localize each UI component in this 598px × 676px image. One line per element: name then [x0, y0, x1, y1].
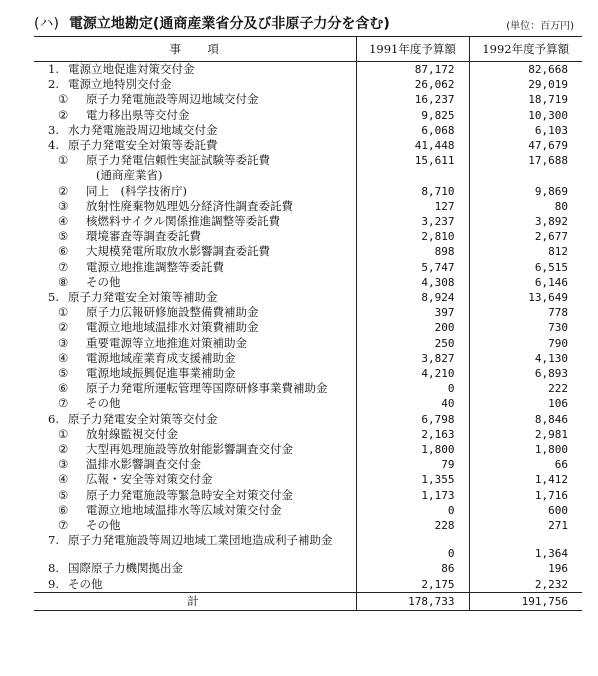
budget-table: [34, 36, 582, 611]
value-1992: 9,869: [534, 184, 568, 198]
value-1991: 127: [356, 199, 469, 214]
table-row: [34, 229, 582, 244]
value-1991: 16,237: [356, 92, 469, 107]
value-1992: 2,232: [534, 577, 568, 591]
row-index: ③: [58, 198, 69, 213]
value-1991: 0: [356, 533, 469, 561]
row-label: [34, 336, 356, 351]
value-1992: 6,146: [534, 275, 568, 289]
value-1991: 86: [356, 561, 469, 576]
row-label: [34, 214, 356, 229]
row-label: [34, 533, 356, 561]
table-row: [34, 381, 582, 396]
row-index: 8.: [48, 561, 59, 576]
row-label: [34, 168, 356, 183]
table-row: [34, 244, 582, 259]
unit-note: (単位：百万円): [506, 21, 574, 32]
value-1992: 1,412: [534, 473, 568, 487]
row-text: 原子力発電信頼性実証試験等委託費: [86, 153, 270, 168]
value-1992: 1,716: [534, 488, 568, 502]
row-index: ④: [58, 350, 69, 365]
row-index: ②: [58, 107, 69, 122]
table-body: [34, 62, 582, 593]
row-label: [34, 138, 356, 153]
value-1991: 8,710: [356, 184, 469, 199]
row-text: 放射線監視交付金: [86, 426, 178, 441]
row-index: ④: [58, 214, 69, 229]
row-text: 電源地域振興促進事業補助金: [86, 366, 236, 381]
row-label: [34, 77, 356, 92]
total-row: [34, 592, 582, 610]
value-1991: 40: [356, 396, 469, 411]
table-row: [34, 472, 582, 487]
value-1992: 3,892: [534, 215, 568, 229]
value-1992: 47,679: [528, 139, 568, 153]
row-text: 電源立地促進対策交付金: [68, 62, 195, 76]
row-label: [34, 153, 356, 168]
row-label: [34, 305, 356, 320]
table-row: [34, 168, 582, 183]
value-1991: 26,062: [356, 77, 469, 92]
table-row: [34, 92, 582, 107]
row-text: 大型再処理施設等放射能影響調査交付金: [86, 442, 293, 457]
row-text: 原子力発電安全対策等補助金: [68, 290, 218, 305]
row-text: 電源立地特別交付金: [68, 77, 172, 92]
value-1991: 79: [356, 457, 469, 472]
value-1992: 80: [554, 199, 568, 213]
row-text: 電源地域産業育成支援補助金: [86, 350, 236, 365]
row-text: 電源立地地域温排水対策費補助金: [86, 320, 259, 335]
value-1991: 6,068: [356, 123, 469, 138]
table-row: [34, 62, 582, 78]
value-1992: 812: [548, 245, 568, 259]
value-1992: 196: [548, 562, 568, 576]
value-1991: 41,448: [356, 138, 469, 153]
value-1991: 1,173: [356, 488, 469, 503]
table-row: [34, 503, 582, 518]
row-label: [34, 290, 356, 305]
value-1991: 0: [356, 503, 469, 518]
row-text: 原子力発電安全対策等交付金: [68, 411, 218, 426]
row-label: [34, 351, 356, 366]
row-label: [34, 503, 356, 518]
row-text: 原子力発電施設等緊急時安全対策交付金: [86, 487, 293, 502]
value-1991: 1,355: [356, 472, 469, 487]
row-text: 電源立地地域温排水等広域対策交付金: [86, 502, 282, 517]
table-row: [34, 184, 582, 199]
value-1991: 2,175: [356, 577, 469, 593]
row-text: (通商産業省): [96, 168, 163, 183]
row-label: [34, 412, 356, 427]
value-1991: 228: [356, 518, 469, 533]
row-label: [34, 396, 356, 411]
row-index: ②: [58, 183, 69, 198]
value-1992: 8,846: [534, 412, 568, 426]
row-index: ①: [58, 426, 69, 441]
row-index: ⑤: [58, 229, 69, 244]
value-1991: 6,798: [356, 412, 469, 427]
value-1992: [469, 168, 582, 183]
row-index: ③: [58, 457, 69, 472]
value-1992: 13,649: [528, 291, 568, 305]
table-row: [34, 561, 582, 576]
row-index: ⑦: [58, 259, 69, 274]
row-index: 2.: [48, 77, 59, 92]
row-text: その他: [86, 518, 121, 533]
value-1991: 0: [356, 381, 469, 396]
table-row: [34, 518, 582, 533]
value-1991: 2,163: [356, 427, 469, 442]
table-row: [34, 275, 582, 290]
column-header-item: 事 項: [34, 37, 356, 62]
table-row: [34, 336, 582, 351]
value-1992: 271: [548, 519, 568, 533]
value-1991: 5,747: [356, 260, 469, 275]
value-1991: 898: [356, 244, 469, 259]
value-1992: 106: [548, 397, 568, 411]
row-label: [34, 123, 356, 138]
row-label: [34, 199, 356, 214]
row-index: ③: [58, 335, 69, 350]
row-label: [34, 472, 356, 487]
value-1992: 29,019: [528, 78, 568, 92]
value-1992: 2,677: [534, 230, 568, 244]
row-index: ①: [58, 153, 69, 168]
column-header-1991: 1991年度予算額: [356, 37, 469, 62]
value-1992: 18,719: [528, 93, 568, 107]
table-row: [34, 427, 582, 442]
total-1992: 191,756: [469, 592, 582, 610]
row-label: [34, 244, 356, 259]
value-1991: 397: [356, 305, 469, 320]
row-label: [34, 488, 356, 503]
row-index: ⑤: [58, 487, 69, 502]
row-index: ⑥: [58, 381, 69, 396]
table-row: [34, 290, 582, 305]
row-index: 1.: [48, 62, 59, 76]
row-label: [34, 577, 356, 593]
value-1992: 17,688: [528, 154, 568, 168]
row-label: [34, 366, 356, 381]
table-row: [34, 396, 582, 411]
row-text: 原子力発電所運転管理等国際研修事業費補助金: [86, 381, 328, 396]
row-index: 3.: [48, 122, 59, 137]
total-label: 計: [34, 592, 356, 610]
value-1991: 200: [356, 320, 469, 335]
row-index: ①: [58, 305, 69, 320]
row-text: 原子力広報研修施設整備費補助金: [86, 305, 259, 320]
table-row: [34, 77, 582, 92]
value-1992: 1,364: [534, 547, 568, 561]
row-label: [34, 260, 356, 275]
row-text: 同上 (科学技術庁): [86, 183, 187, 198]
row-index: ①: [58, 92, 69, 107]
value-1991: 8,924: [356, 290, 469, 305]
table-row: [34, 366, 582, 381]
table-row: [34, 320, 582, 335]
row-text: 電力移出県等交付金: [86, 107, 190, 122]
value-1992: 222: [548, 382, 568, 396]
value-1992: 6,515: [534, 260, 568, 274]
value-1992: 1,800: [534, 443, 568, 457]
value-1991: 250: [356, 336, 469, 351]
row-index: ②: [58, 320, 69, 335]
row-text: 広報・安全等対策交付金: [86, 472, 213, 487]
value-1991: 87,172: [356, 62, 469, 78]
table-row: [34, 153, 582, 168]
value-1991: 4,308: [356, 275, 469, 290]
row-label: [34, 275, 356, 290]
row-index: ④: [58, 472, 69, 487]
table-row: [34, 488, 582, 503]
value-1991: 2,810: [356, 229, 469, 244]
value-1992: 82,668: [528, 63, 568, 76]
row-index: ②: [58, 442, 69, 457]
row-text: 重要電源等立地推進対策補助金: [86, 335, 247, 350]
table-row: [34, 123, 582, 138]
table-row: [34, 457, 582, 472]
row-text: その他: [68, 576, 103, 591]
value-1992: 600: [548, 503, 568, 517]
value-1992: 778: [548, 306, 568, 320]
row-index: ⑧: [58, 274, 69, 289]
table-row: [34, 138, 582, 153]
section-number: (ハ): [34, 16, 59, 32]
row-index: 6.: [48, 411, 59, 426]
row-index: 5.: [48, 290, 59, 305]
value-1992: 10,300: [528, 108, 568, 122]
column-header-1992: 1992年度予算額: [469, 37, 582, 62]
row-text: 電源立地推進調整等委託費: [86, 259, 224, 274]
row-index: ⑦: [58, 396, 69, 411]
row-text: 核燃料サイクル関係推進調整等委託費: [86, 214, 281, 229]
row-index: 4.: [48, 138, 59, 153]
value-1992: 6,893: [534, 367, 568, 381]
table-header-row: [34, 37, 582, 62]
row-text: その他: [86, 274, 121, 289]
table-row: [34, 305, 582, 320]
value-1992: 66: [554, 458, 568, 472]
table-row: [34, 412, 582, 427]
value-1991: 9,825: [356, 108, 469, 123]
row-text: その他: [86, 396, 121, 411]
value-1991: 1,800: [356, 442, 469, 457]
row-index: 9.: [48, 576, 59, 591]
row-index: ⑦: [58, 518, 69, 533]
table-row: [34, 351, 582, 366]
row-label: [34, 108, 356, 123]
row-label: [34, 427, 356, 442]
row-label: [34, 457, 356, 472]
value-1992: 4,130: [534, 351, 568, 365]
value-1991: [356, 168, 469, 183]
value-1992: 730: [548, 321, 568, 335]
row-index: 7.: [48, 533, 59, 548]
row-text: 国際原子力機関拠出金: [68, 561, 183, 576]
row-label: [34, 518, 356, 533]
table-row: [34, 260, 582, 275]
row-index: ⑤: [58, 366, 69, 381]
row-index: ⑥: [58, 502, 69, 517]
table-row: [34, 214, 582, 229]
value-1991: 3,827: [356, 351, 469, 366]
value-1991: 15,611: [356, 153, 469, 168]
table-title: [34, 13, 390, 33]
row-text: 原子力発電安全対策等委託費: [68, 138, 218, 153]
row-index: ⑥: [58, 244, 69, 259]
value-1992: 2,981: [534, 427, 568, 441]
row-text: 水力発電施設周辺地域交付金: [68, 122, 218, 137]
row-text: 温排水影響調査交付金: [86, 457, 201, 472]
row-label: [34, 62, 356, 78]
table-row: [34, 533, 582, 561]
row-label: [34, 184, 356, 199]
value-1991: 4,210: [356, 366, 469, 381]
row-text: 環境審査等調査委託費: [86, 229, 201, 244]
total-1991: 178,733: [356, 592, 469, 610]
row-label: [34, 92, 356, 107]
table-row: [34, 199, 582, 214]
row-text: 原子力発電施設等周辺地域工業団地造成利子補助金: [68, 533, 333, 548]
row-label: [34, 381, 356, 396]
table-row: [34, 442, 582, 457]
table-row: [34, 577, 582, 593]
title-text: 電源立地勘定(通商産業省分及び非原子力分を含む): [68, 16, 390, 32]
value-1992: 790: [548, 336, 568, 350]
row-text: 原子力発電施設等周辺地域交付金: [86, 92, 259, 107]
row-label: [34, 320, 356, 335]
row-label: [34, 229, 356, 244]
value-1992: 6,103: [534, 123, 568, 137]
row-text: 放射性廃棄物処理処分経済性調査委託費: [86, 198, 293, 213]
row-text: 大規模発電所取放水影響調査委託費: [86, 244, 270, 259]
row-label: [34, 442, 356, 457]
row-label: [34, 561, 356, 576]
table-row: [34, 108, 582, 123]
value-1991: 3,237: [356, 214, 469, 229]
